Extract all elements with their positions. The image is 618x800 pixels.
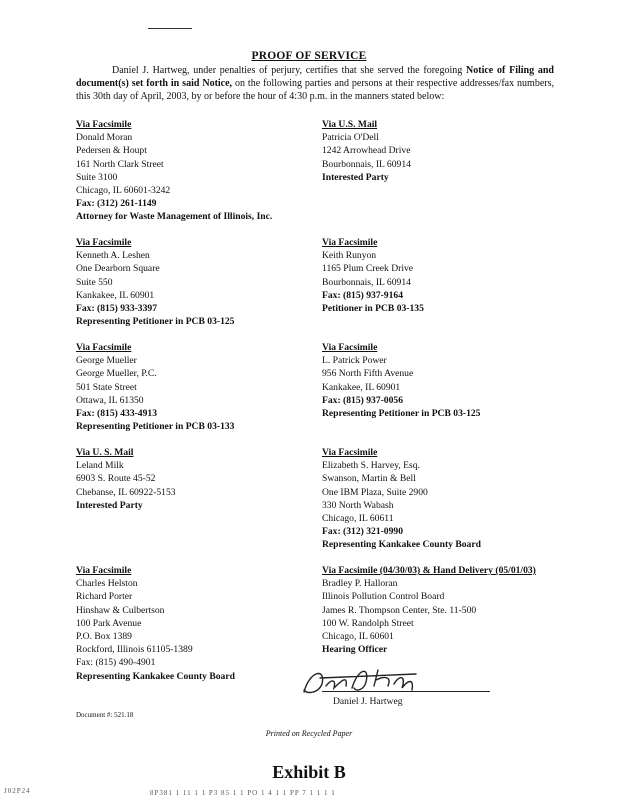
party-city: Kankakee, IL 60901 — [322, 381, 401, 393]
service-method: Via Facsimile — [322, 447, 378, 458]
party-fax: Fax: (815) 937-0056 — [322, 394, 403, 406]
party-street: 1165 Plum Creek Drive — [322, 263, 414, 275]
party-role: Hearing Officer — [322, 644, 388, 656]
service-block-leshen — [76, 236, 234, 328]
party-street: One Dearborn Square — [76, 263, 160, 275]
intro-paragraph — [76, 64, 554, 103]
service-method: Via Facsimile — [322, 342, 378, 353]
intro-text-1: Daniel J. Hartweg, under penalties of perjury, certifies that she served the foregoing — [112, 65, 463, 76]
party-fax: Fax: (815) 433-4913 — [76, 408, 157, 420]
party-name: Charles Helston — [76, 578, 138, 590]
party-city: Chicago, IL 60601-3242 — [76, 185, 171, 197]
signature-line — [322, 691, 490, 692]
recycled-paper-note: Printed on Recycled Paper — [265, 729, 353, 738]
page-title: PROOF OF SERVICE — [251, 50, 367, 62]
party-name: Leland Milk — [76, 460, 124, 472]
party-name: Patricia O'Dell — [322, 132, 379, 144]
signature-name: Daniel J. Hartweg — [333, 696, 403, 707]
party-street: 161 North Clark Street — [76, 158, 164, 170]
party-role: Representing Petitioner in PCB 03-125 — [76, 316, 235, 328]
party-name: Keith Runyon — [322, 250, 377, 262]
party-street: 6903 S. Route 45-52 — [76, 473, 156, 485]
party-role: Petitioner in PCB 03-135 — [322, 303, 424, 315]
party-name: Donald Moran — [76, 132, 133, 144]
service-method: Via Facsimile (04/30/03) & Hand Delivery (05/01/03) — [322, 565, 536, 576]
party-street: 956 North Fifth Avenue — [322, 368, 414, 380]
document-number: Document #: 521.18 — [76, 711, 134, 719]
party-firm: George Mueller, P.C. — [76, 368, 157, 380]
party-suite: Suite 3100 — [76, 171, 118, 183]
party-name: L. Patrick Power — [322, 355, 387, 367]
party-role: Representing Kankakee County Board — [76, 670, 235, 682]
party-city: Bourbonnais, IL 60914 — [322, 158, 411, 170]
service-block-harvey — [322, 446, 481, 552]
service-method: Via Facsimile — [76, 342, 132, 353]
party-name: Bradley P. Halloran — [322, 578, 398, 590]
party-fax: Fax: (815) 933-3397 — [76, 303, 157, 315]
service-block-halloran — [322, 564, 552, 656]
header-rule — [148, 28, 192, 29]
party-fax: Fax: (312) 261-1149 — [76, 198, 157, 210]
party-suite: Suite 550 — [76, 276, 113, 288]
party-city: Kankakee, IL 60901 — [76, 289, 155, 301]
party-agency: Illinois Pollution Control Board — [322, 591, 445, 603]
signature-scrawl — [296, 660, 436, 698]
intro-text-bold: Notice of Filing and document(s) set forth in said Notice, — [76, 65, 554, 89]
party-building: James R. Thompson Center, Ste. 11-500 — [322, 604, 477, 616]
service-method: Via Facsimile — [76, 237, 132, 248]
service-block-odell — [322, 118, 411, 184]
party-fax: Fax: (312) 321-0990 — [322, 526, 403, 538]
party-role: Representing Petitioner in PCB 03-125 — [322, 408, 481, 420]
party-role: Attorney for Waste Management of Illinois, Inc. — [76, 211, 273, 223]
fax-footer-right: 8P381 1 11 1 1 P3 85 1 1 PO 1 4 1 1 PP 7 1 1 1 1 — [150, 789, 336, 797]
party-street: 1242 Arrowhead Drive — [322, 145, 411, 157]
service-block-milk — [76, 446, 176, 512]
party-name: Kenneth A. Leshen — [76, 250, 150, 262]
party-city: Ottawa, IL 61350 — [76, 394, 144, 406]
exhibit-label: Exhibit B — [272, 762, 346, 782]
party-po-box: P.O. Box 1389 — [76, 631, 132, 643]
service-method: Via Facsimile — [76, 119, 132, 130]
party-name: Elizabeth S. Harvey, Esq. — [322, 460, 420, 472]
party-name: George Mueller — [76, 355, 137, 367]
party-role: Representing Kankakee County Board — [322, 539, 481, 551]
party-city: Bourbonnais, IL 60914 — [322, 276, 411, 288]
service-block-power — [322, 341, 480, 420]
intro-text-2: on the following parties and persons at their respective addresses/fax numbers, this 30th day of April, 2003, by or before the hour of 4:30 p.m. in the manners stated below: — [76, 78, 554, 102]
party-city: Rockford, Illinois 61105-1389 — [76, 644, 193, 656]
party-street: 100 W. Randolph Street — [322, 617, 414, 629]
party-street: 330 North Wabash — [322, 499, 394, 511]
party-firm: Pedersen & Houpt — [76, 145, 147, 157]
service-block-helston — [76, 564, 235, 683]
service-block-mueller — [76, 341, 234, 433]
party-suite: One IBM Plaza, Suite 2900 — [322, 486, 428, 498]
service-method: Via U.S. Mail — [322, 119, 378, 130]
service-block-runyon — [322, 236, 424, 315]
party-fax: Fax: (815) 937-9164 — [322, 289, 403, 301]
service-method: Via Facsimile — [322, 237, 378, 248]
party-firm: Hinshaw & Culbertson — [76, 604, 165, 616]
fax-footer-left: J02P24 — [4, 787, 31, 795]
service-block-moran — [76, 118, 272, 224]
service-method: Via Facsimile — [76, 565, 132, 576]
service-method: Via U. S. Mail — [76, 447, 134, 458]
party-city: Chicago, IL 60611 — [322, 513, 394, 525]
party-city: Chebanse, IL 60922-5153 — [76, 486, 176, 498]
party-street: 501 State Street — [76, 381, 137, 393]
party-name-2: Richard Porter — [76, 591, 133, 603]
party-role: Representing Petitioner in PCB 03-133 — [76, 421, 235, 433]
party-city: Chicago, IL 60601 — [322, 631, 394, 643]
party-fax: Fax: (815) 490-4901 — [76, 657, 156, 669]
party-firm: Swanson, Martin & Bell — [322, 473, 416, 485]
party-role: Interested Party — [76, 499, 143, 511]
party-role: Interested Party — [322, 171, 389, 183]
party-street: 100 Park Avenue — [76, 617, 142, 629]
